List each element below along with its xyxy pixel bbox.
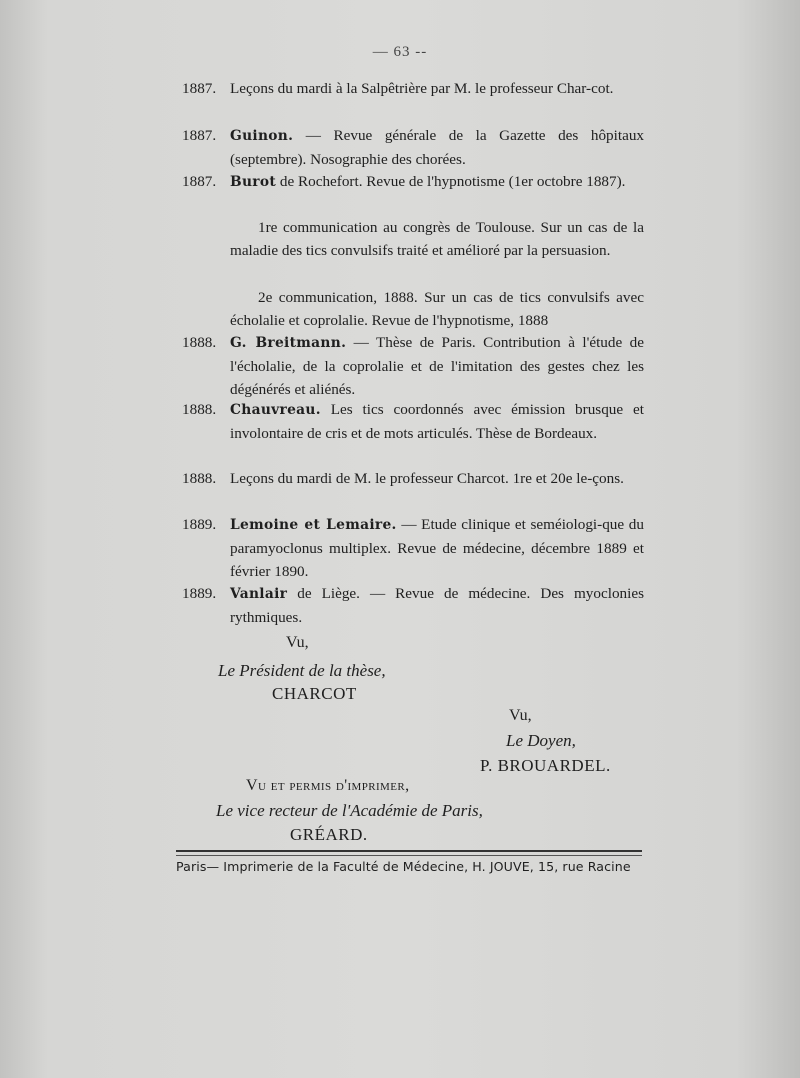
bibliography-entry [182, 331, 644, 401]
entry-text: Leçons du mardi de M. le professeur Charcot. 1re et 20e le-çons. [230, 470, 624, 487]
entry-author: Chauvreau. [230, 402, 321, 418]
vu-president: Vu, [286, 634, 309, 651]
recteur-title: Le vice recteur de l'Académie de Paris, [216, 801, 483, 820]
entry-text: Leçons du mardi à la Salpêtrière par M. le professeur Char-cot. [230, 80, 614, 97]
president-name: CHARCOT [272, 684, 357, 703]
bibliography-entry [182, 124, 644, 171]
paragraph-text: 1re communication au congrès de Toulouse. Sur un cas de la maladie des tics convulsifs traité et amélioré par la persuasion. [230, 219, 644, 259]
entry-text: de Rochefort. Revue de l'hypnotisme (1er octobre 1887). [279, 173, 626, 190]
footer-rule-thick [176, 850, 642, 852]
permis-imprimer: Vu et permis d'imprimer, [246, 777, 410, 794]
entry-body [230, 513, 644, 583]
entry-year: 1887. [182, 173, 217, 190]
entry-author: Vanlair [230, 586, 288, 602]
footer-rule-thin [176, 855, 642, 856]
entry-body [230, 170, 644, 194]
bibliography-entry [182, 170, 644, 194]
vu-doyen: Vu, [509, 707, 532, 724]
entry-year: 1888. [182, 401, 217, 418]
entry-body [230, 124, 644, 171]
bibliography-entry [182, 398, 644, 445]
bibliography-entry [182, 77, 644, 100]
entry-text: de Liège. — Revue de médecine. Des myoclonies rythmiques. [230, 585, 645, 626]
entry-year: 1889. [182, 516, 217, 533]
entry-text: — Revue générale de la Gazette des hôpitaux (septembre). Nosographie des chorées. [230, 127, 645, 168]
entry-author: G. Breitmann. [230, 335, 347, 351]
entry-year: 1888. [182, 334, 217, 351]
entry-year: 1887. [182, 127, 217, 144]
doyen-name: P. BROUARDEL. [480, 756, 611, 775]
president-title: Le Président de la thèse, [218, 661, 386, 680]
entry-body [230, 331, 644, 401]
indented-paragraph [230, 286, 644, 332]
entry-text: — Etude clinique et seméiologi-que du paramyoclonus multiplex. Revue de médecine, décembre 1889 et février 1890. [230, 516, 644, 580]
entry-text: — Thèse de Paris. Contribution à l'étude de l'écholalie, de la coprolalie et de l'imitation des gestes chez les dégénérés et aliénés. [230, 334, 645, 398]
entry-body [230, 398, 644, 445]
entry-author: Burot [230, 174, 277, 190]
entry-year: 1887. [182, 80, 217, 97]
entry-author: Lemoine et Lemaire. [230, 517, 397, 533]
bibliography-entry [182, 513, 644, 583]
entry-year: 1889. [182, 585, 217, 602]
entry-body [230, 582, 644, 629]
paragraph-text: 2e communication, 1888. Sur un cas de tics convulsifs avec écholalie et coprolalie. Revue de l'hypnotisme, 1888 [230, 289, 644, 329]
doyen-title: Le Doyen, [506, 731, 576, 750]
printer-imprint: Paris— Imprimerie de la Faculté de Médecine, H. JOUVE, 15, rue Racine [176, 859, 631, 874]
entry-author: Guinon. [230, 128, 294, 144]
entry-text: Les tics coordonnés avec émission brusque et involontaire de cris et de mots articulés. Thèse de Bordeaux. [230, 401, 644, 442]
entry-year: 1888. [182, 470, 217, 487]
indented-paragraph [230, 216, 644, 262]
recteur-name: GRÉARD. [290, 825, 368, 844]
bibliography-entry [182, 582, 644, 629]
page-number: — 63 -- [372, 44, 428, 60]
bibliography-entry [182, 467, 644, 490]
